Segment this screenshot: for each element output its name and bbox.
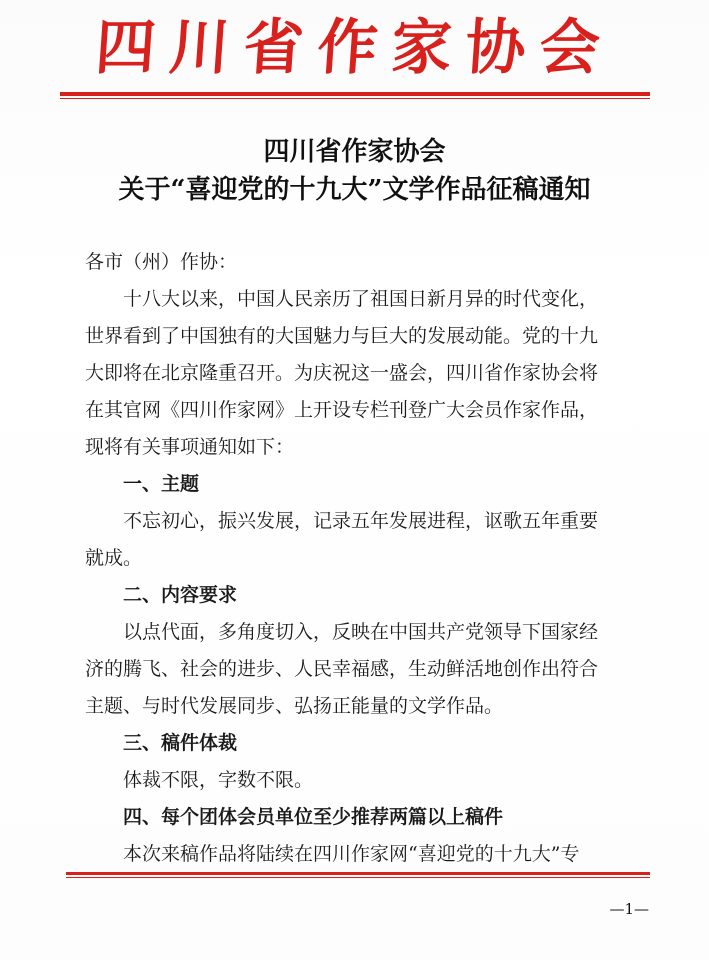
section-text: 不忘初心，振兴发展，记录五年发展进程，讴歌五年重要 — [123, 510, 599, 532]
salutation: 各市（州）作协： — [85, 251, 238, 273]
section-heading-submission: 四、每个团体会员单位至少推荐两篇以上稿件 — [123, 806, 504, 828]
intro-line: 在其官网《四川作家网》上开设专栏刊登广大会员作家作品， — [85, 399, 599, 421]
letterhead-org-name: 四川省作家协会 — [93, 13, 616, 83]
letterhead-rule-thick — [60, 92, 650, 96]
section-text: 主题、与时代发展同步、弘扬正能量的文学作品。 — [85, 695, 504, 717]
intro-line: 十八大以来，中国人民亲历了祖国日新月异的时代变化， — [123, 288, 599, 310]
section-text: 济的腾飞、社会的进步、人民幸福感，生动鲜活地创作出符合 — [85, 658, 599, 680]
document-title-line1: 四川省作家协会 — [263, 137, 446, 167]
page-number: —1— — [609, 900, 649, 918]
section-text: 以点代面，多角度切入，反映在中国共产党领导下国家经 — [123, 621, 599, 643]
intro-line: 现将有关事项通知如下： — [85, 436, 295, 458]
document-title-line2: 关于“喜迎党的十九大”文学作品征稿通知 — [118, 175, 591, 205]
section-text: 就成。 — [85, 547, 143, 569]
intro-line: 大即将在北京隆重召开。为庆祝这一盛会，四川省作家协会将 — [85, 362, 599, 384]
footer-rule-thin — [66, 877, 650, 878]
section-text: 本次来稿作品将陆续在四川作家网“喜迎党的十九大”专 — [123, 843, 580, 865]
section-heading-content: 二、内容要求 — [123, 584, 238, 606]
letterhead-rule-thin — [60, 98, 650, 99]
section-heading-theme: 一、主题 — [123, 473, 200, 495]
intro-line: 世界看到了中国独有的大国魅力与巨大的发展动能。党的十九 — [85, 325, 599, 347]
footer-rule-thick — [66, 872, 650, 875]
document-body — [85, 244, 650, 873]
section-text: 体裁不限，字数不限。 — [123, 769, 314, 791]
section-heading-genre: 三、稿件体裁 — [123, 732, 238, 754]
